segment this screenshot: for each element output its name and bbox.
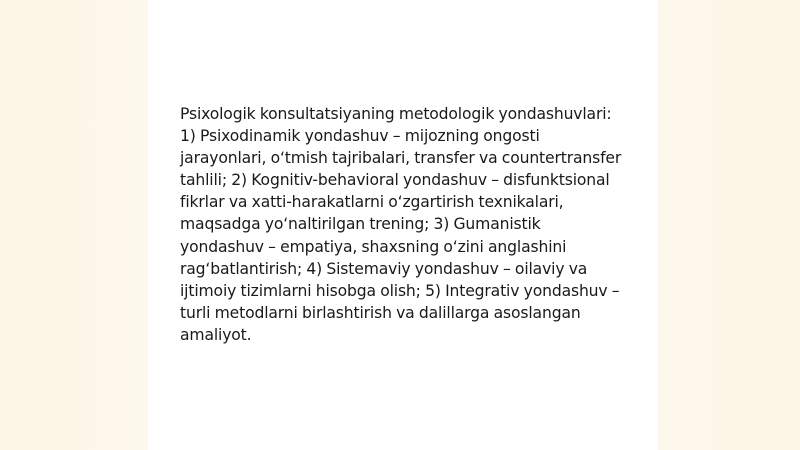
document-page xyxy=(148,0,658,450)
right-margin-background xyxy=(658,0,800,450)
left-margin-background xyxy=(0,0,148,450)
body-paragraph: Psixologik konsultatsiyaning metodologik yondashuvlari: 1) Psixodinamik yondashuv – mijozning ongosti jarayonlari, o‘tmish tajribalari, transfer va countertransfer tahlili; 2) Kognitiv-behavioral yondashuv – disfunktsional fikrlar va xatti-harakatlarni o‘zgartirish texnikalari, maqsadga yo‘naltirilgan trening; 3) Gumanistik yondashuv – empatiya, shaxsning o‘zini anglashini rag‘batlantirish; 4) Sistemaviy yondashuv – oilaviy va ijtimoiy tizimlarni hisobga olish; 5) Integrativ yondashuv – turli metodlarni birlashtirish va dalillarga asoslangan amaliyot. xyxy=(180,105,622,344)
